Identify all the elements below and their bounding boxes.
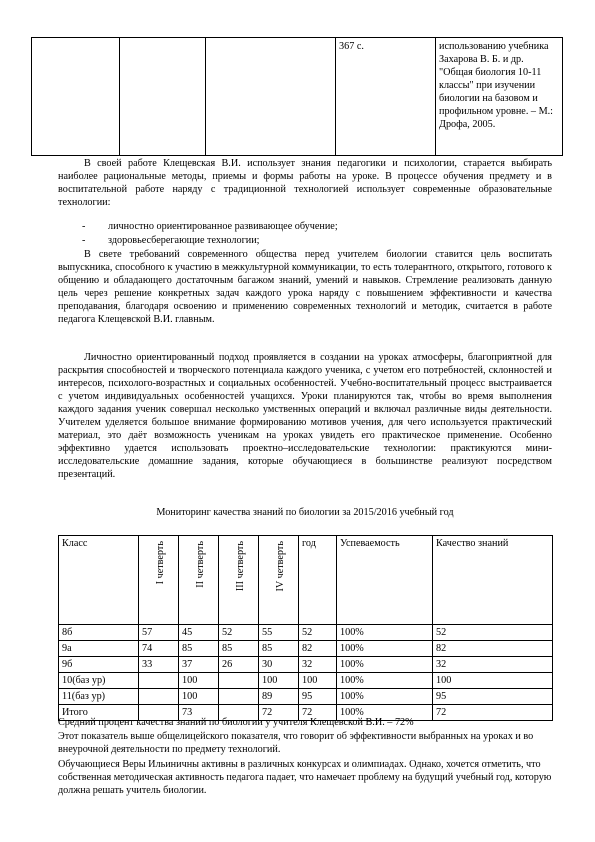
cell-empty-1 — [32, 38, 120, 156]
cell-empty-3 — [206, 38, 336, 156]
cell-year: 32 — [299, 657, 337, 673]
paragraph-technologies: В своей работе Клещевская В.И. использует знания педагогики и психологии, старается выбирать наиболее рациональные методы, приемы и формы работы на уроке. В процессе обучения предмету и в воспитательной работе наряду с традиционной технологией использует современные образовательные технологии: — [58, 158, 552, 208]
cell-class: 10(баз ур) — [59, 673, 139, 689]
cell-quality: 32 — [433, 657, 553, 673]
cell-year: 52 — [299, 625, 337, 641]
cell-q4: 72 — [259, 705, 299, 721]
header-q1: I четверть — [139, 536, 179, 625]
cell-progress: 100% — [337, 641, 433, 657]
cell-progress: 100% — [337, 673, 433, 689]
cell-q2: 85 — [179, 641, 219, 657]
cell-empty-2 — [120, 38, 206, 156]
bullet-text: личностно ориентированное развивающее обучение; — [108, 221, 338, 232]
cell-class: 9а — [59, 641, 139, 657]
paragraph-approach: Личностно ориентированный подход проявляется в создании на уроках атмосферы, благоприятной для раскрытия способностей и творческого потенциала каждого ученика, с учетом его потребностей, склонностей и интересов, психолого-возрастных и социальных особенностей. Учебно-воспитательный процесс выстраивается с учетом индивидуальных особенностей учащихся. Уроки планируются так, чтобы во время выполнения каждого задания ученик совершал несколько умственных операций и включал различные виды деятельности. Учителем уделяется большое внимание формированию мотивов учения, для чего используется практический материал, это даёт возможность ученикам на уроках увидеть его практическое применение. Особенно эффективно удается использовать проектно–исследовательские технологии: практикуются мини-исследовательские домашние задания, которые обучающиеся в большинстве реализуют посредством презентаций. — [58, 352, 552, 480]
table-row — [59, 689, 553, 705]
table-caption: Мониторинг качества знаний по биологии за 2015/2016 учебный год — [156, 507, 454, 518]
cell-class: 11(баз ур) — [59, 689, 139, 705]
cell-q2: 100 — [179, 673, 219, 689]
monitoring-table — [58, 535, 553, 721]
cell-q1: 74 — [139, 641, 179, 657]
cell-class: Итого — [59, 705, 139, 721]
cell-progress: 100% — [337, 625, 433, 641]
cell-q4: 85 — [259, 641, 299, 657]
cell-q3 — [219, 689, 259, 705]
cell-q3: 85 — [219, 641, 259, 657]
header-class: Класс — [59, 536, 139, 625]
cell-quality: 82 — [433, 641, 553, 657]
cell-progress: 100% — [337, 705, 433, 721]
cell-year: 82 — [299, 641, 337, 657]
cell-q1 — [139, 689, 179, 705]
cell-year: 95 — [299, 689, 337, 705]
table-header-row — [59, 536, 553, 625]
header-q4: IV четверть — [259, 536, 299, 625]
cell-q3 — [219, 673, 259, 689]
table-row — [59, 657, 553, 673]
bullet-mark: - — [82, 221, 86, 232]
cell-q2: 73 — [179, 705, 219, 721]
average-quality-line: Средний процент качества знаний по биологии у учителя Клещевской В.И. – 72% — [58, 717, 414, 728]
header-progress: Успеваемость — [337, 536, 433, 625]
header-q3: III четверть — [219, 536, 259, 625]
activity-line: Обучающиеся Веры Ильиничны активны в различных конкурсах и олимпиадах. Однако, хочется отметить, что собственная методическая активность педагога падает, что намечает проблему на будущий учебный год, которую должна решать учитель биологии. — [58, 759, 552, 796]
cell-q3: 52 — [219, 625, 259, 641]
header-year: год — [299, 536, 337, 625]
cell-quality: 95 — [433, 689, 553, 705]
cell-q4: 100 — [259, 673, 299, 689]
bullet-text: здоровьесберегающие технологии; — [108, 235, 260, 246]
continuation-table — [31, 37, 563, 156]
cell-q4: 55 — [259, 625, 299, 641]
paragraph-goal: В свете требований современного общества перед учителем биологии ставится цель воспитать выпускника, способного к участию в межкультурной коммуникации, то есть толерантного, открытого, готового к общению и обладающего достаточным багажом знаний, умений и навыков. Стремление реализовать данную цель через решение конкретных задач каждого урока наряду с повышением эффективности и качества преподавания, благодаря освоению и применению современных технологий и методик, считается в работе педагога Клещевской В.И. главным. — [58, 249, 552, 325]
cell-class: 8б — [59, 625, 139, 641]
cell-pages: 367 с. — [336, 38, 436, 156]
cell-year: 72 — [299, 705, 337, 721]
cell-quality: 100 — [433, 673, 553, 689]
cell-q4: 89 — [259, 689, 299, 705]
cell-q2: 100 — [179, 689, 219, 705]
table-row — [59, 641, 553, 657]
header-quality: Качество знаний — [433, 536, 553, 625]
cell-class: 9б — [59, 657, 139, 673]
cell-quality: 52 — [433, 625, 553, 641]
cell-quality: 72 — [433, 705, 553, 721]
cell-q1: 33 — [139, 657, 179, 673]
table-row — [59, 625, 553, 641]
cell-q2: 37 — [179, 657, 219, 673]
cell-q3: 26 — [219, 657, 259, 673]
cell-reference: использованию учебника Захарова В. Б. и др. "Общая биология 10-11 классы" при изучении биологии на базовом и профильном уровне. – М.: Дрофа, 2005. — [436, 38, 563, 156]
cell-progress: 100% — [337, 657, 433, 673]
cell-q1 — [139, 673, 179, 689]
cell-year: 100 — [299, 673, 337, 689]
bullet-mark: - — [82, 235, 86, 246]
cell-q4: 30 — [259, 657, 299, 673]
header-q2: II четверть — [179, 536, 219, 625]
cell-q2: 45 — [179, 625, 219, 641]
table-row — [59, 673, 553, 689]
cell-progress: 100% — [337, 689, 433, 705]
cell-q1: 57 — [139, 625, 179, 641]
comparison-line: Этот показатель выше общелицейского показателя, что говорит об эффективности выбранных на уроках и во внеурочной деятельности по предмету технологий. — [58, 731, 534, 755]
